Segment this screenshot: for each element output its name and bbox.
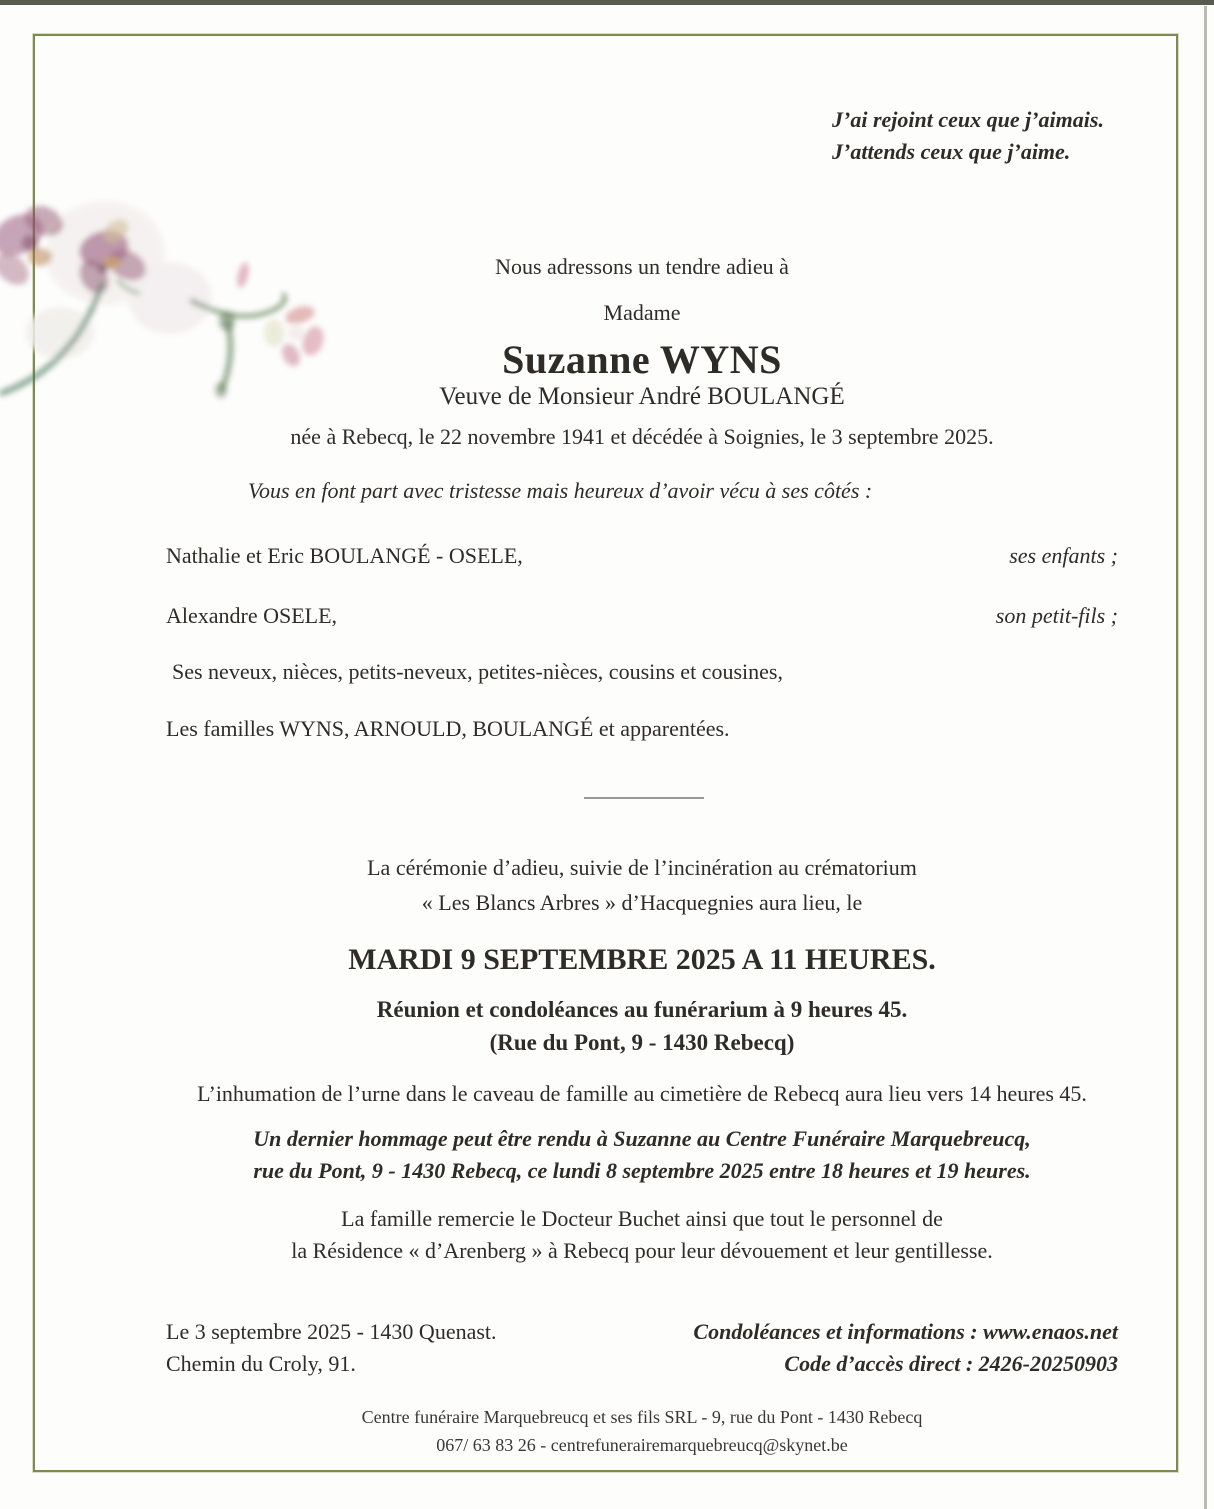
family-name: Alexandre OSELE, — [166, 603, 338, 628]
birth-death-line: née à Rebecq, le 22 novembre 1941 et décédée à Soignies, le 3 septembre 2025. — [290, 424, 994, 449]
thanks-line1: La famille remercie le Docteur Buchet ainsi que tout le personnel de — [341, 1206, 943, 1231]
tribute-line2: rue du Pont, 9 - 1430 Rebecq, ce lundi 8 septembre 2025 entre 18 heures et 19 heures. — [253, 1158, 1031, 1183]
funeral-home-footer — [166, 1403, 1118, 1459]
burial-line: L’inhumation de l’urne dans le caveau de famille au cimetière de Rebecq aura lieu vers 14 heures 45. — [197, 1081, 1087, 1106]
scan-edge-right — [1204, 6, 1207, 1509]
condolences-info — [166, 1316, 1118, 1380]
sorrow-line: Vous en font part avec tristesse mais heureux d’avoir vécu à ses côtés : — [248, 478, 873, 503]
epigraph-line2: J’attends ceux que j’aime. — [832, 139, 1071, 164]
sender-line2: Chemin du Croly, 91. — [166, 1351, 356, 1376]
ceremony-line2: « Les Blancs Arbres » d’Hacquegnies aura lieu, le — [421, 890, 863, 915]
scan-edge-top — [0, 0, 1214, 5]
intro-line: Nous adressons un tendre adieu à — [495, 254, 789, 279]
epigraph — [832, 104, 1104, 168]
family-row: Les familles WYNS, ARNOULD, BOULANGÉ et apparentées. — [166, 716, 730, 741]
family-relation: son petit-fils ; — [995, 603, 1118, 628]
family-row: Ses neveux, nièces, petits-neveux, petites-nièces, cousins et cousines, — [172, 659, 783, 684]
family-row — [166, 603, 1118, 629]
section-divider — [584, 797, 704, 799]
deceased-name: Suzanne WYNS — [502, 337, 782, 382]
family-row — [166, 543, 1118, 569]
epigraph-line1: J’ai rejoint ceux que j’aimais. — [832, 107, 1104, 132]
sender-line1: Le 3 septembre 2025 - 1430 Quenast. — [166, 1319, 497, 1344]
funeral-home-line2: 067/ 63 83 26 - centrefunerairemarquebreucq@skynet.be — [436, 1435, 848, 1455]
funeral-home-line1: Centre funéraire Marquebreucq et ses fils SRL - 9, rue du Pont - 1430 Rebecq — [361, 1407, 923, 1427]
meeting-line: Réunion et condoléances au funérarium à 9 heures 45. — [376, 997, 908, 1022]
thanks-line2: la Résidence « d’Arenberg » à Rebecq pour leur dévouement et leur gentillesse. — [291, 1238, 993, 1263]
tribute-line1: Un dernier hommage peut être rendu à Suzanne au Centre Funéraire Marquebreucq, — [253, 1126, 1031, 1151]
civility-line: Madame — [603, 300, 681, 325]
ceremony-line1: La cérémonie d’adieu, suivie de l’incinération au crématorium — [367, 855, 917, 880]
ceremony-date: MARDI 9 SEPTEMBRE 2025 A 11 HEURES. — [348, 943, 936, 976]
condolences-line2: Code d’accès direct : 2426-20250903 — [784, 1351, 1118, 1376]
family-relation: ses enfants ; — [1009, 543, 1118, 568]
condolences-line1: Condoléances et informations : www.enaos.net — [693, 1319, 1118, 1344]
meeting-address: (Rue du Pont, 9 - 1430 Rebecq) — [489, 1030, 795, 1055]
widow-line: Veuve de Monsieur André BOULANGÉ — [439, 383, 845, 410]
family-name: Nathalie et Eric BOULANGÉ - OSELE, — [166, 543, 523, 568]
